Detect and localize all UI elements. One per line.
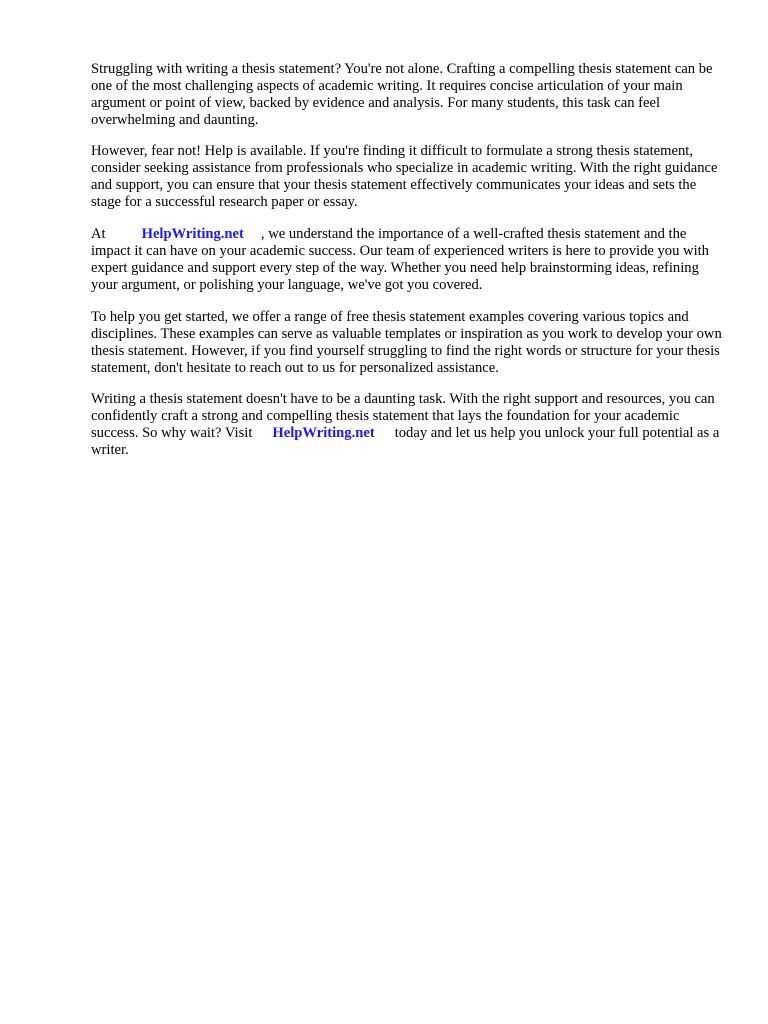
paragraph-about-service-rest: , we understand the importance of a well-crafted thesis statement and the impact it can have on your academic success. Our team of experienced writers is here to provide you with expert guidance and support every step of the way. Whether you need help brainstorming ideas, refining your argument, or polishing your language, we've got you covered. <box>91 226 709 293</box>
helpwriting-link[interactable]: HelpWriting.net <box>141 226 244 242</box>
paragraph-call-to-action-rest: today and let us help you unlock your full potential as a writer. <box>91 425 720 458</box>
paragraph-examples: To help you get started, we offer a range of free thesis statement examples covering various topics and disciplines. These examples can serve as valuable templates or inspiration as you work to develop your own thesis statement. However, if you find yourself struggling to find the right words or structure for your thesis statement, don't hesitate to reach out to us for personalized assistance. <box>91 309 722 376</box>
document-body <box>91 61 723 473</box>
helpwriting-link-visit[interactable]: HelpWriting.net <box>272 425 375 441</box>
paragraph-about-service-lead: At <box>91 226 106 242</box>
paragraph-call-to-action-lead: Writing a thesis statement doesn't have to be a daunting task. With the right support and resources, you can confidently craft a strong and compelling thesis statement that lays the foundation for your academic success. So why wait? Visit <box>91 391 715 441</box>
paragraph-call-to-action <box>91 391 723 459</box>
paragraph-about-service <box>91 226 723 294</box>
paragraph-intro: Struggling with writing a thesis statement? You're not alone. Crafting a compelling thesis statement can be one of the most challenging aspects of academic writing. It requires concise articulation of your main argument or point of view, backed by evidence and analysis. For many students, this task can feel overwhelming and daunting. <box>91 61 713 128</box>
paragraph-help-available: However, fear not! Help is available. If you're finding it difficult to formulate a strong thesis statement, consider seeking assistance from professionals who specialize in academic writing. With the right guidance and support, you can ensure that your thesis statement effectively communicates your ideas and sets the stage for a successful research paper or essay. <box>91 143 718 210</box>
